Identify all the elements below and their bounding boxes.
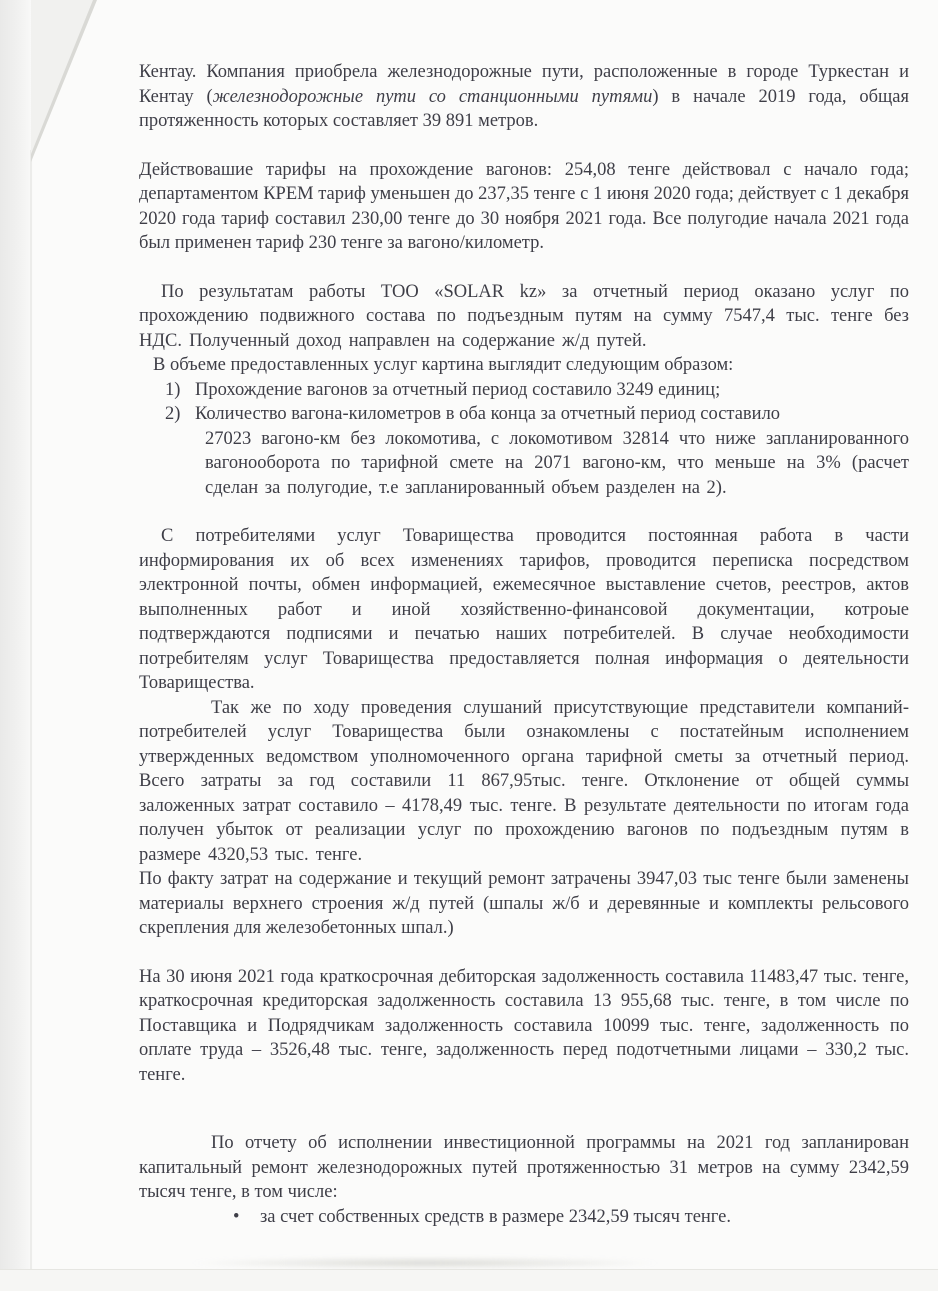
list-item-wagon-km-continuation: 27023 вагоно-км без локомотива, с локомотивом 32814 что ниже запланированного вагонооборота по тарифной смете на 2071 вагоно-км, что меньше на 3% (расчет сделан за полугодие, т.е запланированный объем разделен на 2). (205, 428, 909, 498)
paragraph-work-results: По результатам работы ТОО «SOLAR kz» за отчетный период оказано услуг по прохождению подвижного состава по подъездным путям на сумму 7547,4 тыс. тенге без НДС. Полученный доход направлен на содержание ж/д путей. (139, 281, 909, 351)
paragraph-text: Кентау. Компания приобрела железнодорожные пути, расположенные в городе Туркестан и Кентау ( (139, 62, 909, 107)
paragraph-company-acquisition (139, 60, 909, 134)
paragraph-maintenance-costs: По факту затрат на содержание и текущий ремонт затрачены 3947,03 тыс тенге были заменены материалы верхнего строения ж/д путей (шпалы ж/б и деревянные и комплекты рельсового скрепления для железобетонных шпал.) (139, 869, 909, 938)
bullet-icon: • (233, 1206, 240, 1227)
scan-corner-fold (31, 0, 97, 162)
scan-corner-fold-inner (31, 0, 93, 154)
numbered-list (139, 378, 909, 501)
paragraph-tariff-history: Действовашие тарифы на прохождение вагонов: 254,08 тенге действовал с начало года; департаментом КРЕМ тариф уменьшен до 237,35 тенге с 1 июня 2020 года; действует с 1 декабря 2020 года тариф составил 230,00 тенге до 30 ноября 2021 года. Все полугодие начала 2021 года был применен тариф 230 тенге за вагоно/километр. (139, 159, 909, 253)
italic-phrase: железнодорожные пути со станционными путями (212, 86, 653, 107)
paragraph-consumer-relations: С потребителями услуг Товарищества проводится постоянная работа в части информирования их об всех изменениях тарифов, проводится переписка посредством электронной почты, обмен информацией, ежемесячное выставление счетов, реестров, актов выполненных работ и иной хозяйственно-финансовой документации, котроые подтверждаются подписями и печатью наших потребителей. В случае необходимости потребителям услуг Товарищества предоставляется полная информация о деятельности Товарищества. (139, 526, 909, 693)
paragraph-investment-program: По отчету об исполнении инвестиционной программы на 2021 год запланирован капитальный ремонт железнодорожных путей протяженностью 31 метров на сумму 2342,59 тысяч тенге, в том числе: (139, 1133, 909, 1202)
scan-left-edge-line (30, 150, 32, 1273)
paragraph-services-intro: В объеме предоставленных услуг картина выглядит следующим образом: (153, 355, 734, 375)
list-item-text: Прохождение вагонов за отчетный период составило 3249 единиц; (195, 379, 721, 400)
list-item-wagons (139, 378, 909, 403)
paragraph-text: ) в начале 2019 года, общая протяженность которых составляет 39 891 метров. (139, 86, 909, 131)
bullet-item-text: за счет собственных средств в размере 2342,59 тысяч тенге. (260, 1206, 731, 1227)
bullet-item-own-funds (139, 1205, 909, 1230)
paragraph-debts: На 30 июня 2021 года краткосрочная дебиторская задолженность составила 11483,47 тыс. тенге, краткосрочная кредиторская задолженность составила 13 955,68 тыс. тенге, в том числе по Поставщика и Подрядчикам задолженность составила 10099 тыс. тенге, задолженность по оплате труда – 3526,48 тыс. тенге, задолженность перед подотчетными лицами – 330,2 тыс. тенге. (139, 966, 909, 1085)
list-marker-1: 1) (165, 379, 181, 400)
list-item-wagon-km (139, 402, 909, 427)
list-item-text: Количество вагона-километров в оба конца за отчетный период составило (195, 404, 781, 424)
paragraph-hearings-costs: Так же по ходу проведения слушаний присутствующие представители компаний-потребителей услуг Товарищества были ознакомлены с постатейным исполнением утвержденных ведомством уполномоченного органа тарифной сметы за отчетный период. Всего затраты за год составили 11 867,95тыс. тенге. Отклонение от общей суммы заложенных затрат составило – 4178,49 тыс. тенге. В результате деятельности по итогам года получен убыток от реализации услуг по прохождению вагонов по подъездным путям в размере 4320,53 тыс. тенге. (139, 697, 909, 865)
document-content (139, 60, 909, 1229)
list-marker-2: 2) (165, 404, 181, 424)
scan-left-edge (0, 0, 34, 1291)
scan-bottom-edge (0, 1269, 938, 1291)
scan-bottom-smudge (190, 1257, 660, 1269)
